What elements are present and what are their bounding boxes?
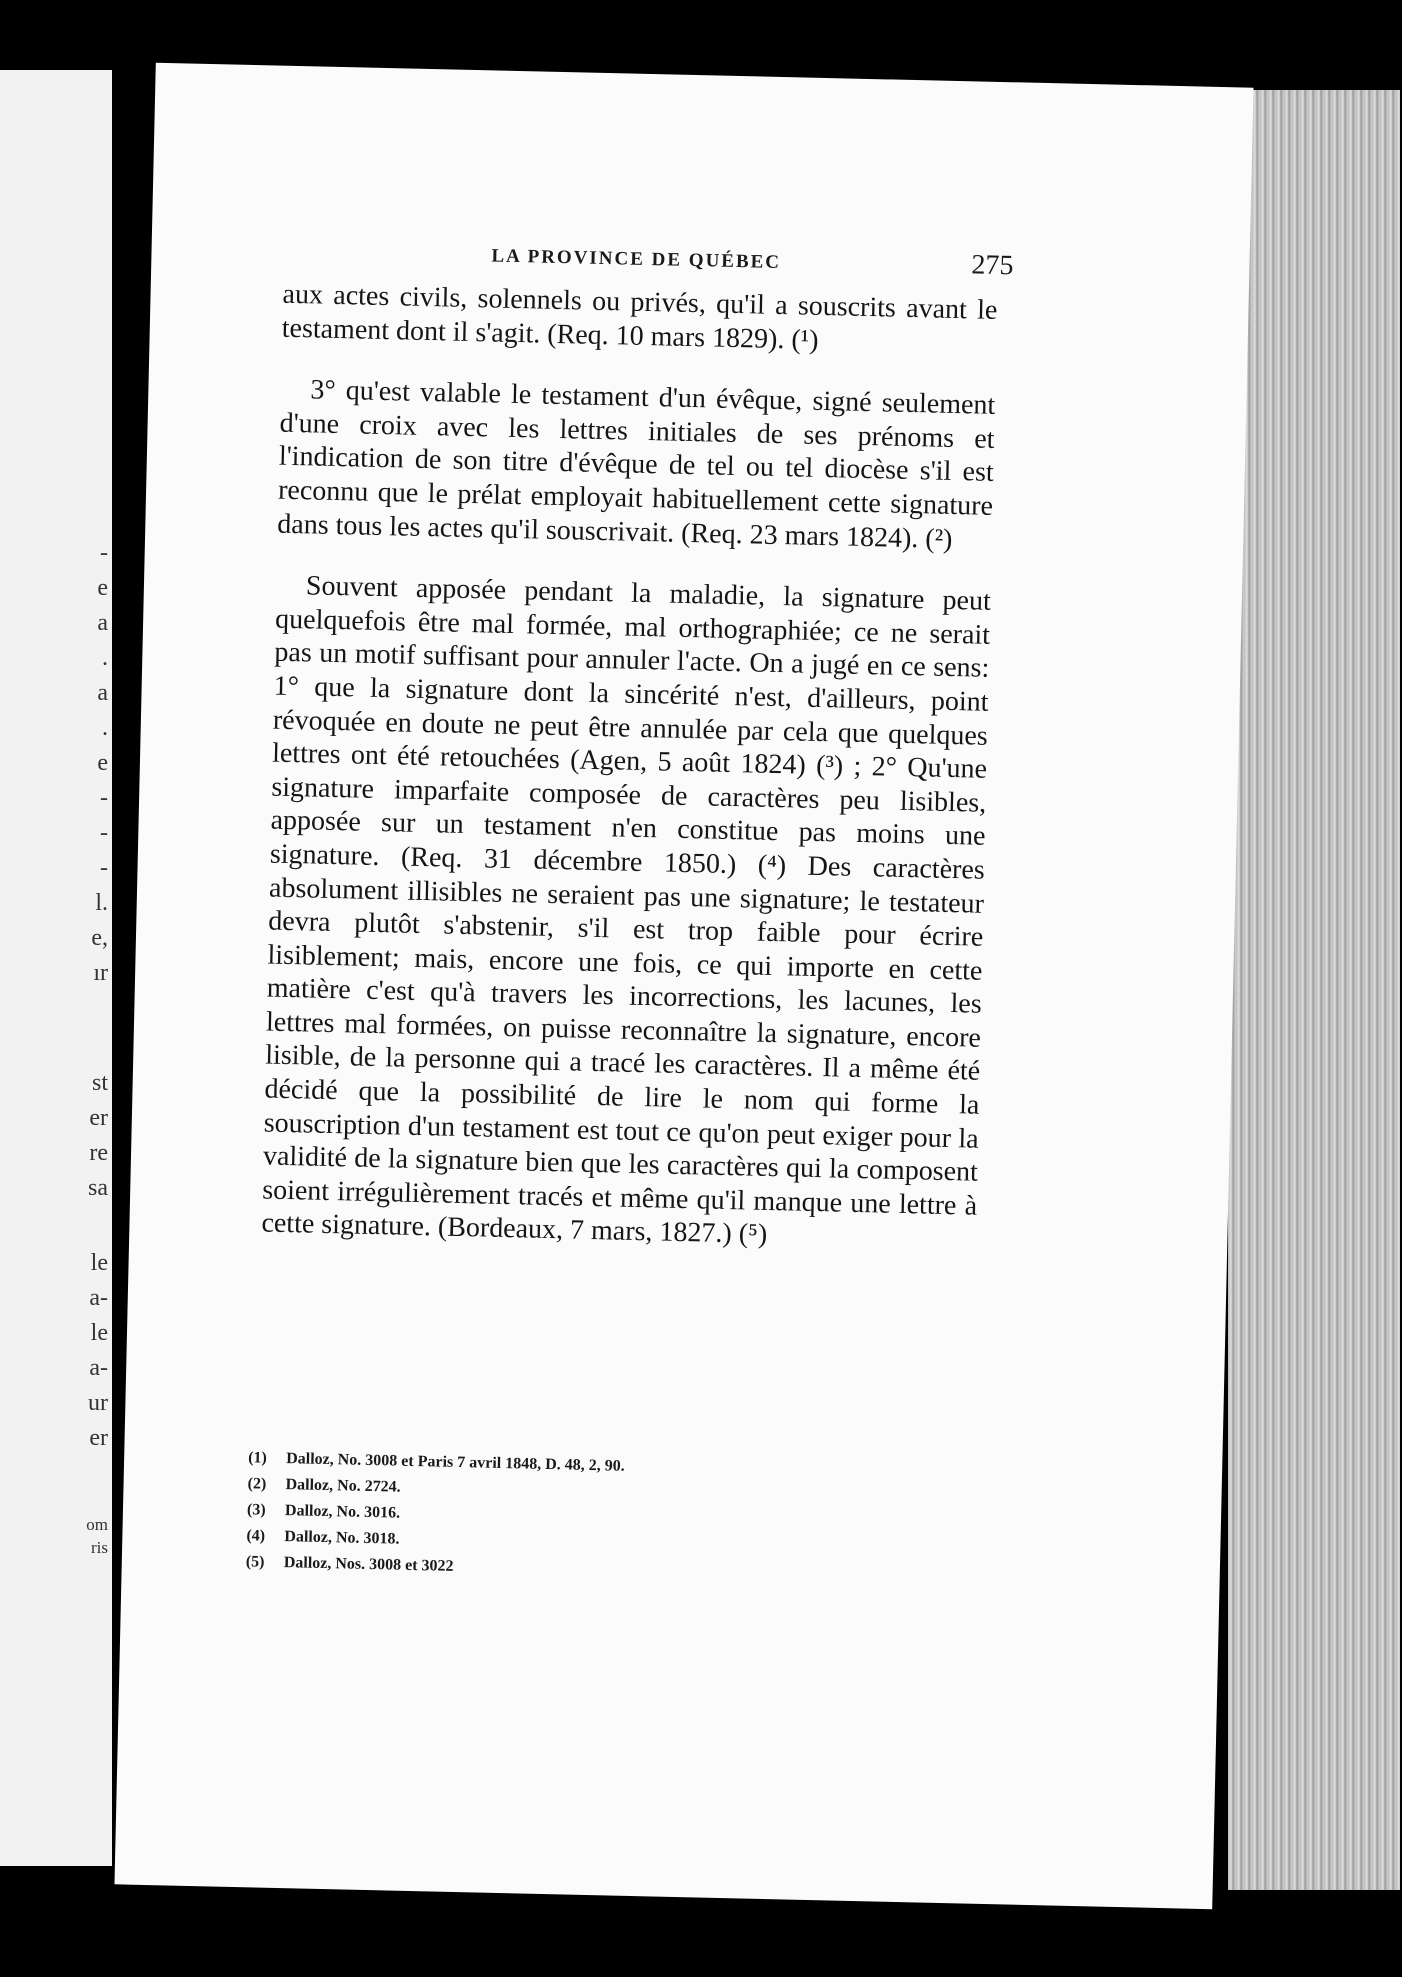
left-margin-fragment: om: [86, 1515, 108, 1534]
left-page-edge: [0, 70, 112, 1866]
left-margin-fragment: l.: [95, 890, 108, 916]
paragraph: 3° qu'est valable le testament d'un évêque, signé seulement d'une croix avec les lettres initiales de ses prénoms et l'indication de son titre d'évêque de tel ou tel diocèse s'il est reconnu que le prélat employait habituellement cette signature dans tous les actes qu'il souscrivait. (Req. 23 mars 1824). (²): [277, 374, 996, 555]
left-margin-fragment: -: [100, 785, 108, 811]
left-margin-fragment: -: [100, 540, 108, 566]
left-margin-fragment: ris: [91, 1538, 108, 1557]
left-margin-fragment: a-: [89, 1285, 108, 1311]
left-margin-fragment: -: [100, 855, 108, 881]
book-page: [114, 63, 1253, 1909]
left-margin-fragment: .: [102, 715, 108, 741]
left-margin-fragment: e,: [91, 925, 108, 951]
footnote-number: (2): [247, 1475, 267, 1493]
left-margin-fragment: .: [102, 645, 108, 671]
left-margin-fragment: le: [90, 1320, 108, 1346]
footnote-text: Dalloz, Nos. 3008 et 3022: [283, 1554, 454, 1575]
paragraph: aux actes civils, solennels ou privés, qu'il a souscrits avant le testament dont il s'agit. (Req. 10 mars 1829). (¹): [281, 278, 998, 356]
left-margin-fragment: e: [97, 750, 108, 776]
left-margin-fragment: -: [100, 820, 108, 846]
footnotes: [246, 1445, 969, 1591]
left-margin-fragment: st: [91, 1070, 108, 1096]
left-margin-fragment: er: [89, 1105, 108, 1131]
footnote-text: Dalloz, No. 3016.: [284, 1502, 401, 1522]
body-text: [260, 278, 997, 1285]
page-stack-edge: [1228, 90, 1400, 1890]
left-margin-fragment: ır: [93, 960, 108, 986]
footnote-number: (5): [245, 1553, 265, 1571]
left-margin-fragment: er: [89, 1425, 108, 1451]
left-margin-fragment: le: [90, 1250, 108, 1276]
footnote-number: (4): [246, 1527, 266, 1545]
left-margin-fragment: a: [97, 680, 108, 706]
page-number: 275: [971, 249, 1014, 282]
footnote-text: Dalloz, No. 3018.: [284, 1528, 400, 1548]
left-margin-fragment: a: [97, 610, 108, 636]
paragraph: Souvent apposée pendant la maladie, la signature peut quelquefois être mal formée, mal orthographiée; ce ne serait pas un motif suffisant pour annuler l'acte. On a jugé en ce sens: 1° que la signature dont la sincérité n'est, d'ailleurs, point révoquée en doute ne peut être annulée par cela que quelques lettres ont été retouchées (Agen, 5 août 1824) (³) ; 2° Qu'une signature imparfaite composée de caractères peu lisibles, apposée sur un testament n'en constitue pas moins une signature. (Req. 31 décembre 1850.) (⁴) Des caractères absolument illisibles ne seraient pas une signature; le testateur devra plutôt s'abstenir, s'il est trop faible pour écrire lisiblement; mais, encore une fois, ce qui importe en cette matière c'est qu'à travers les incorrections, les lacunes, les lettres mal formées, on puisse reconnaître la signature, encore lisible, de la personne qui a tracé les caractères. Il a même été décidé que la possibilité de lire le nom qui forme la souscription d'un testament est tout ce qu'on peut exiger pour la validité de la signature bien que les caractères qui la composent soient irrégulièrement tracés et même qu'il manque une lettre à cette signature. (Bordeaux, 7 mars, 1827.) (⁵): [261, 570, 992, 1251]
left-margin-fragment: ur: [88, 1390, 108, 1416]
left-margin-fragment: a-: [89, 1355, 108, 1381]
left-margin-fragment: e: [97, 575, 108, 601]
footnote-number: (1): [247, 1449, 268, 1467]
running-head: LA PROVINCE DE QUÉBEC: [491, 245, 782, 274]
footnote-text: Dalloz, No. 3008 et Paris 7 avril 1848, D. 48, 2, 90.: [285, 1450, 625, 1475]
left-margin-fragment: re: [89, 1140, 108, 1166]
left-margin-fragment: sa: [88, 1175, 108, 1201]
footnote-text: Dalloz, No. 2724.: [285, 1476, 401, 1496]
footnote-number: (3): [246, 1501, 266, 1519]
